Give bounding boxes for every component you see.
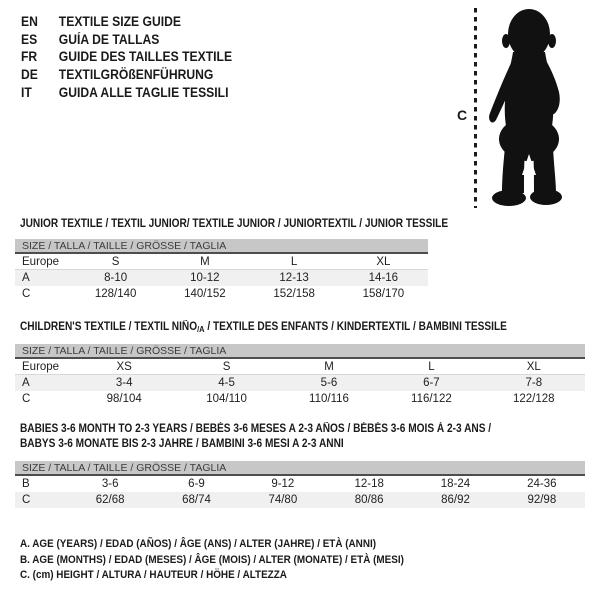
language-code: IT bbox=[21, 84, 32, 100]
cell: 9-12 bbox=[271, 478, 295, 490]
cell: 86/92 bbox=[441, 494, 470, 506]
cell: 92/98 bbox=[527, 494, 557, 506]
babies-title-line1: BABIES 3-6 MONTH TO 2-3 YEARS / BEBÉS 3-6 MESES A 2-3 AÑOS / BÉBÉS 3-6 MOIS À 2-3 ANS / bbox=[20, 423, 492, 435]
row-label: C bbox=[22, 393, 31, 405]
cell: 8-10 bbox=[104, 272, 128, 284]
cell: 140/152 bbox=[184, 288, 226, 300]
junior-section-title: JUNIOR TEXTILE / TEXTIL JUNIOR/ TEXTILE JUNIOR / JUNIORTEXTIL / JUNIOR TESSILE bbox=[20, 218, 449, 230]
footnote-a: A. AGE (YEARS) / EDAD (AÑOS) / ÂGE (ANS) / ALTER (JAHRE) / ETÀ (ANNI) bbox=[20, 538, 377, 550]
row-label: A bbox=[22, 377, 30, 389]
table-row bbox=[15, 270, 428, 286]
children-section-title bbox=[20, 321, 507, 333]
size-header-bar bbox=[15, 461, 585, 476]
cell: 14-16 bbox=[368, 272, 399, 284]
cell: 10-12 bbox=[190, 272, 220, 284]
size-header-text: SIZE / TALLA / TAILLE / GRÖSSE / TAGLIA bbox=[22, 344, 227, 357]
language-code: DE bbox=[21, 67, 38, 83]
language-label: GUIDA ALLE TAGLIE TESSILI bbox=[58, 84, 229, 100]
table-row bbox=[15, 492, 585, 508]
footnote-b: B. AGE (MONTHS) / EDAD (MESES) / ÂGE (MOIS) / ALTER (MONATE) / ETÀ (MESI) bbox=[20, 553, 404, 566]
language-label: GUIDE DES TAILLES TEXTILE bbox=[58, 49, 233, 65]
cell: 7-8 bbox=[525, 377, 543, 389]
header-cell: XS bbox=[116, 360, 132, 373]
table-row bbox=[15, 286, 428, 302]
table-header-row bbox=[15, 254, 428, 270]
header-cell: S bbox=[111, 255, 120, 268]
footnote-c: C. (cm) HEIGHT / ALTURA / HAUTEUR / HÖHE / ALTEZZA bbox=[20, 569, 287, 581]
language-row bbox=[21, 48, 232, 66]
table-row bbox=[15, 391, 585, 407]
row-label: B bbox=[22, 478, 30, 490]
table-row bbox=[15, 476, 585, 492]
row-label: C bbox=[22, 494, 31, 506]
cell: 116/122 bbox=[411, 393, 452, 405]
cell: 152/158 bbox=[273, 288, 315, 300]
row-label: A bbox=[22, 272, 30, 284]
cell: 12-18 bbox=[354, 478, 384, 490]
children-title-part: / TEXTILE DES ENFANTS / KINDERTEXTIL / BAMBINI TESSILE bbox=[204, 321, 507, 333]
language-code: EN bbox=[21, 14, 38, 30]
language-code: ES bbox=[21, 31, 38, 47]
cell: 3-4 bbox=[115, 377, 133, 389]
cell: 110/116 bbox=[309, 393, 349, 405]
language-label: GUÍA DE TALLAS bbox=[58, 31, 160, 47]
language-heading-list bbox=[21, 13, 256, 101]
header-cell: M bbox=[324, 360, 334, 373]
cell: 12-13 bbox=[279, 272, 309, 284]
junior-size-table bbox=[15, 239, 428, 302]
row-label: C bbox=[22, 288, 31, 300]
size-header-bar bbox=[15, 344, 585, 359]
language-row bbox=[21, 66, 232, 84]
cell: 62/68 bbox=[95, 494, 125, 506]
babies-section-title bbox=[20, 422, 491, 452]
children-title-subscript: /A bbox=[197, 324, 205, 334]
language-code: FR bbox=[21, 49, 38, 65]
header-cell: L bbox=[428, 360, 435, 373]
language-row bbox=[21, 31, 232, 49]
header-cell: S bbox=[222, 360, 231, 373]
cell: 74/80 bbox=[268, 494, 298, 506]
cell: 80/86 bbox=[354, 494, 384, 506]
cell: 122/128 bbox=[513, 393, 555, 405]
cell: 158/170 bbox=[362, 288, 405, 300]
children-title-part: CHILDREN'S TEXTILE / TEXTIL NIÑO bbox=[20, 321, 198, 333]
cell: 68/74 bbox=[182, 494, 211, 506]
cell: 6-7 bbox=[423, 377, 440, 389]
cell: 3-6 bbox=[101, 478, 119, 490]
size-header-bar bbox=[15, 239, 428, 254]
language-row bbox=[21, 13, 232, 31]
cell: 24-36 bbox=[527, 478, 557, 490]
cell: 128/140 bbox=[94, 288, 137, 300]
cell: 5-6 bbox=[320, 377, 338, 389]
language-label: TEXTILE SIZE GUIDE bbox=[58, 14, 181, 30]
cell: 98/104 bbox=[106, 393, 142, 405]
cell: 6-9 bbox=[188, 478, 205, 490]
size-header-text: SIZE / TALLA / TAILLE / GRÖSSE / TAGLIA bbox=[22, 239, 227, 252]
cell: 18-24 bbox=[440, 478, 471, 490]
height-measure-label: C bbox=[457, 107, 468, 123]
children-size-table bbox=[15, 344, 585, 407]
table-row bbox=[15, 375, 585, 391]
height-measure-dashed-line bbox=[474, 8, 477, 208]
header-cell: Europe bbox=[22, 360, 60, 373]
legend-footnotes bbox=[20, 537, 447, 584]
header-cell: XL bbox=[376, 255, 391, 268]
table-header-row bbox=[15, 359, 585, 375]
babies-size-table bbox=[15, 461, 585, 508]
language-label: TEXTILGRÖßENFÜHRUNG bbox=[58, 67, 214, 83]
babies-title-line2: BABYS 3-6 MONATE BIS 2-3 JAHRE / BAMBINI 3-6 MESI A 2-3 ANNI bbox=[20, 438, 344, 450]
header-cell: L bbox=[290, 255, 298, 268]
toddler-silhouette-icon bbox=[479, 5, 594, 207]
header-cell: XL bbox=[526, 360, 541, 373]
header-cell: Europe bbox=[22, 255, 60, 268]
language-row bbox=[21, 83, 232, 101]
size-header-text: SIZE / TALLA / TAILLE / GRÖSSE / TAGLIA bbox=[22, 461, 227, 474]
cell: 104/110 bbox=[206, 393, 247, 405]
header-cell: M bbox=[200, 255, 210, 268]
cell: 4-5 bbox=[218, 377, 235, 389]
